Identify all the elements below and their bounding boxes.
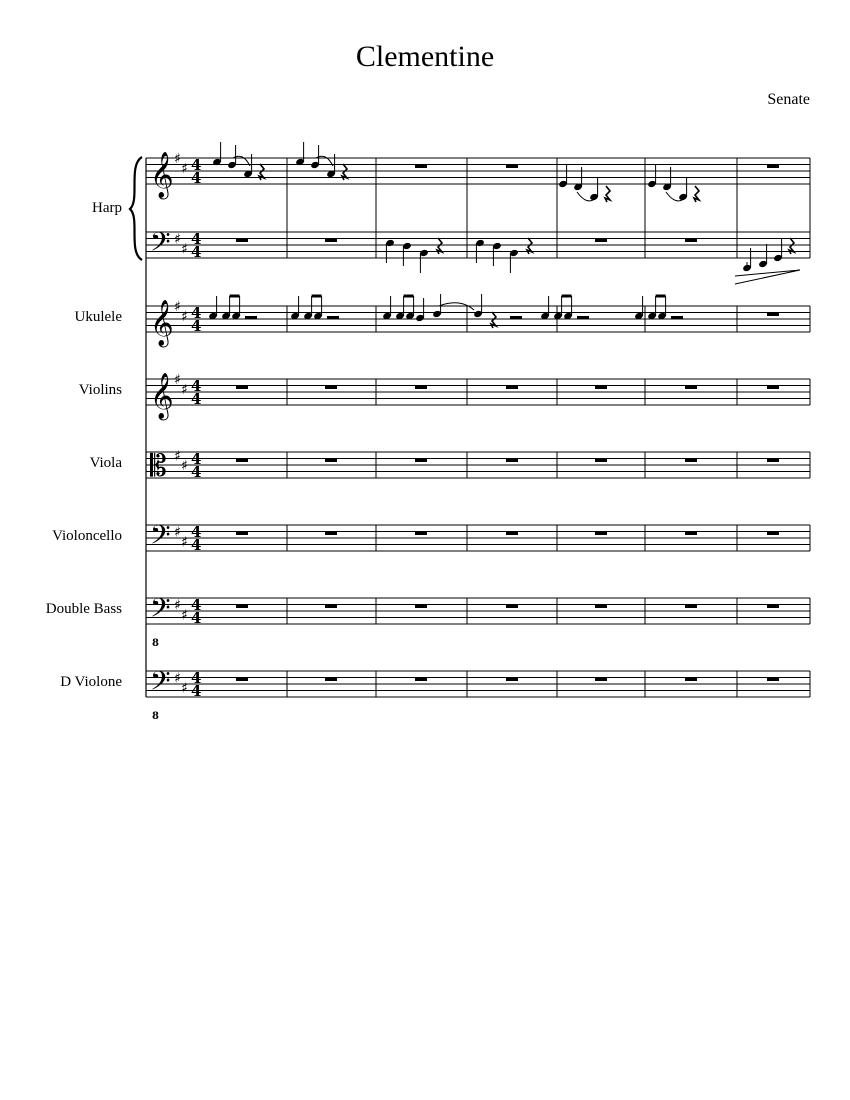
time-signature-digit: 4: [191, 669, 202, 687]
whole-rest: [415, 532, 427, 536]
instrument-label-harp: Harp: [92, 200, 122, 216]
whole-rest: [506, 605, 518, 609]
whole-rest: [415, 459, 427, 463]
whole-rest: [685, 239, 697, 243]
bass-clef: 𝄢: [150, 519, 171, 557]
quarter-rest: [605, 186, 610, 202]
time-signature-digit: 4: [191, 156, 202, 174]
whole-rest: [506, 165, 518, 169]
whole-rest: [595, 532, 607, 536]
instrument-label-viola: Viola: [89, 455, 122, 471]
whole-rest: [325, 678, 337, 682]
bass-clef: 𝄢: [150, 226, 171, 264]
whole-rest: [236, 532, 248, 536]
sharp: ♯: [174, 448, 181, 465]
whole-rest: [506, 678, 518, 682]
whole-rest: [595, 678, 607, 682]
quarter-rest: [491, 312, 496, 328]
sharp: ♯: [174, 670, 181, 687]
sharp: ♯: [174, 231, 181, 248]
half-rest: [577, 316, 589, 320]
whole-rest: [325, 532, 337, 536]
quarter-rest: [259, 164, 264, 180]
bass-clef: 𝄢: [150, 592, 171, 630]
whole-rest: [767, 605, 779, 609]
octave-8vb-mark: 8: [152, 638, 159, 649]
instrument-label-ukulele: Ukulele: [74, 309, 122, 325]
sharp: ♯: [174, 524, 181, 541]
whole-rest: [767, 459, 779, 463]
whole-rest: [415, 165, 427, 169]
sharp: ♯: [174, 299, 181, 315]
time-signature-digit: 4: [191, 609, 202, 627]
whole-rest: [767, 386, 779, 390]
rests: [236, 164, 794, 681]
sharp: ♯: [181, 534, 188, 551]
treble-clef: 𝄞: [150, 152, 174, 198]
time-signature-digit: 4: [191, 304, 202, 322]
whole-rest: [325, 605, 337, 609]
time-signature-digit: 4: [191, 536, 202, 554]
whole-rest: [685, 532, 697, 536]
whole-rest: [595, 239, 607, 243]
time-signature-digit: 4: [191, 523, 202, 541]
half-rest: [510, 316, 522, 320]
octave-marks: [152, 270, 800, 722]
time-signature-digit: 4: [191, 169, 202, 187]
half-rest: [245, 316, 257, 320]
whole-rest: [685, 678, 697, 682]
whole-rest: [685, 459, 697, 463]
whole-rest: [506, 386, 518, 390]
whole-rest: [236, 386, 248, 390]
treble-clef: 𝄞: [150, 300, 174, 346]
whole-rest: [767, 678, 779, 682]
sharp: ♯: [174, 597, 181, 614]
quarter-rest: [527, 238, 532, 254]
sharp: ♯: [181, 458, 188, 474]
time-signature-digit: 4: [191, 390, 202, 408]
quarter-rest: [789, 238, 794, 254]
instrument-label-violoncello: Violoncello: [52, 528, 122, 544]
composer-name: Senate: [767, 91, 810, 108]
time-signature-digit: 4: [191, 243, 202, 261]
whole-rest: [506, 459, 518, 463]
whole-rest: [767, 165, 779, 169]
quarter-rest: [437, 238, 442, 254]
whole-rest: [415, 386, 427, 390]
half-rest: [671, 316, 683, 320]
whole-rest: [685, 605, 697, 609]
whole-rest: [325, 459, 337, 463]
time-signature-digit: 4: [191, 682, 202, 700]
quarter-rest: [342, 164, 347, 180]
time-signature-digit: 4: [191, 377, 202, 395]
sharp: ♯: [174, 372, 181, 388]
brace: [130, 157, 142, 260]
whole-rest: [236, 605, 248, 609]
octave-8vb-mark: 8: [152, 711, 159, 722]
quarter-rest: [694, 186, 699, 202]
whole-rest: [685, 386, 697, 390]
time-signature-digit: 4: [191, 450, 202, 468]
sharp: ♯: [181, 308, 188, 325]
sharp: ♯: [181, 381, 188, 398]
whole-rest: [506, 532, 518, 536]
whole-rest: [325, 386, 337, 390]
whole-rest: [236, 459, 248, 463]
time-signature-digit: 4: [191, 230, 202, 248]
crescendo-hairpin: [735, 270, 800, 284]
score-title: Clementine: [355, 40, 495, 73]
whole-rest: [236, 678, 248, 682]
whole-rest: [767, 532, 779, 536]
treble-clef: 𝄞: [150, 373, 174, 419]
sharp: ♯: [181, 680, 188, 697]
whole-rest: [325, 239, 337, 243]
time-signature-digit: 4: [191, 463, 202, 481]
sharp: ♯: [181, 607, 188, 624]
instrument-label-double-bass: Double Bass: [45, 601, 122, 617]
sharp: ♯: [181, 160, 188, 177]
whole-rest: [767, 313, 779, 317]
whole-rest: [415, 678, 427, 682]
instrument-label-d-violone: D Violone: [60, 674, 122, 690]
harp-brace: [130, 157, 142, 260]
time-signature-digit: 4: [191, 596, 202, 614]
sharp: ♯: [181, 241, 188, 258]
whole-rest: [595, 459, 607, 463]
bass-clef: 𝄢: [150, 665, 171, 703]
alto-clef: 𝄡: [150, 449, 167, 484]
half-rest: [327, 316, 339, 320]
whole-rest: [415, 605, 427, 609]
time-signature-digit: 4: [191, 317, 202, 335]
clefs: [150, 152, 174, 703]
whole-rest: [236, 239, 248, 243]
sharp: ♯: [174, 151, 181, 167]
whole-rest: [595, 386, 607, 390]
instrument-label-violins: Violins: [78, 382, 122, 398]
whole-rest: [595, 605, 607, 609]
